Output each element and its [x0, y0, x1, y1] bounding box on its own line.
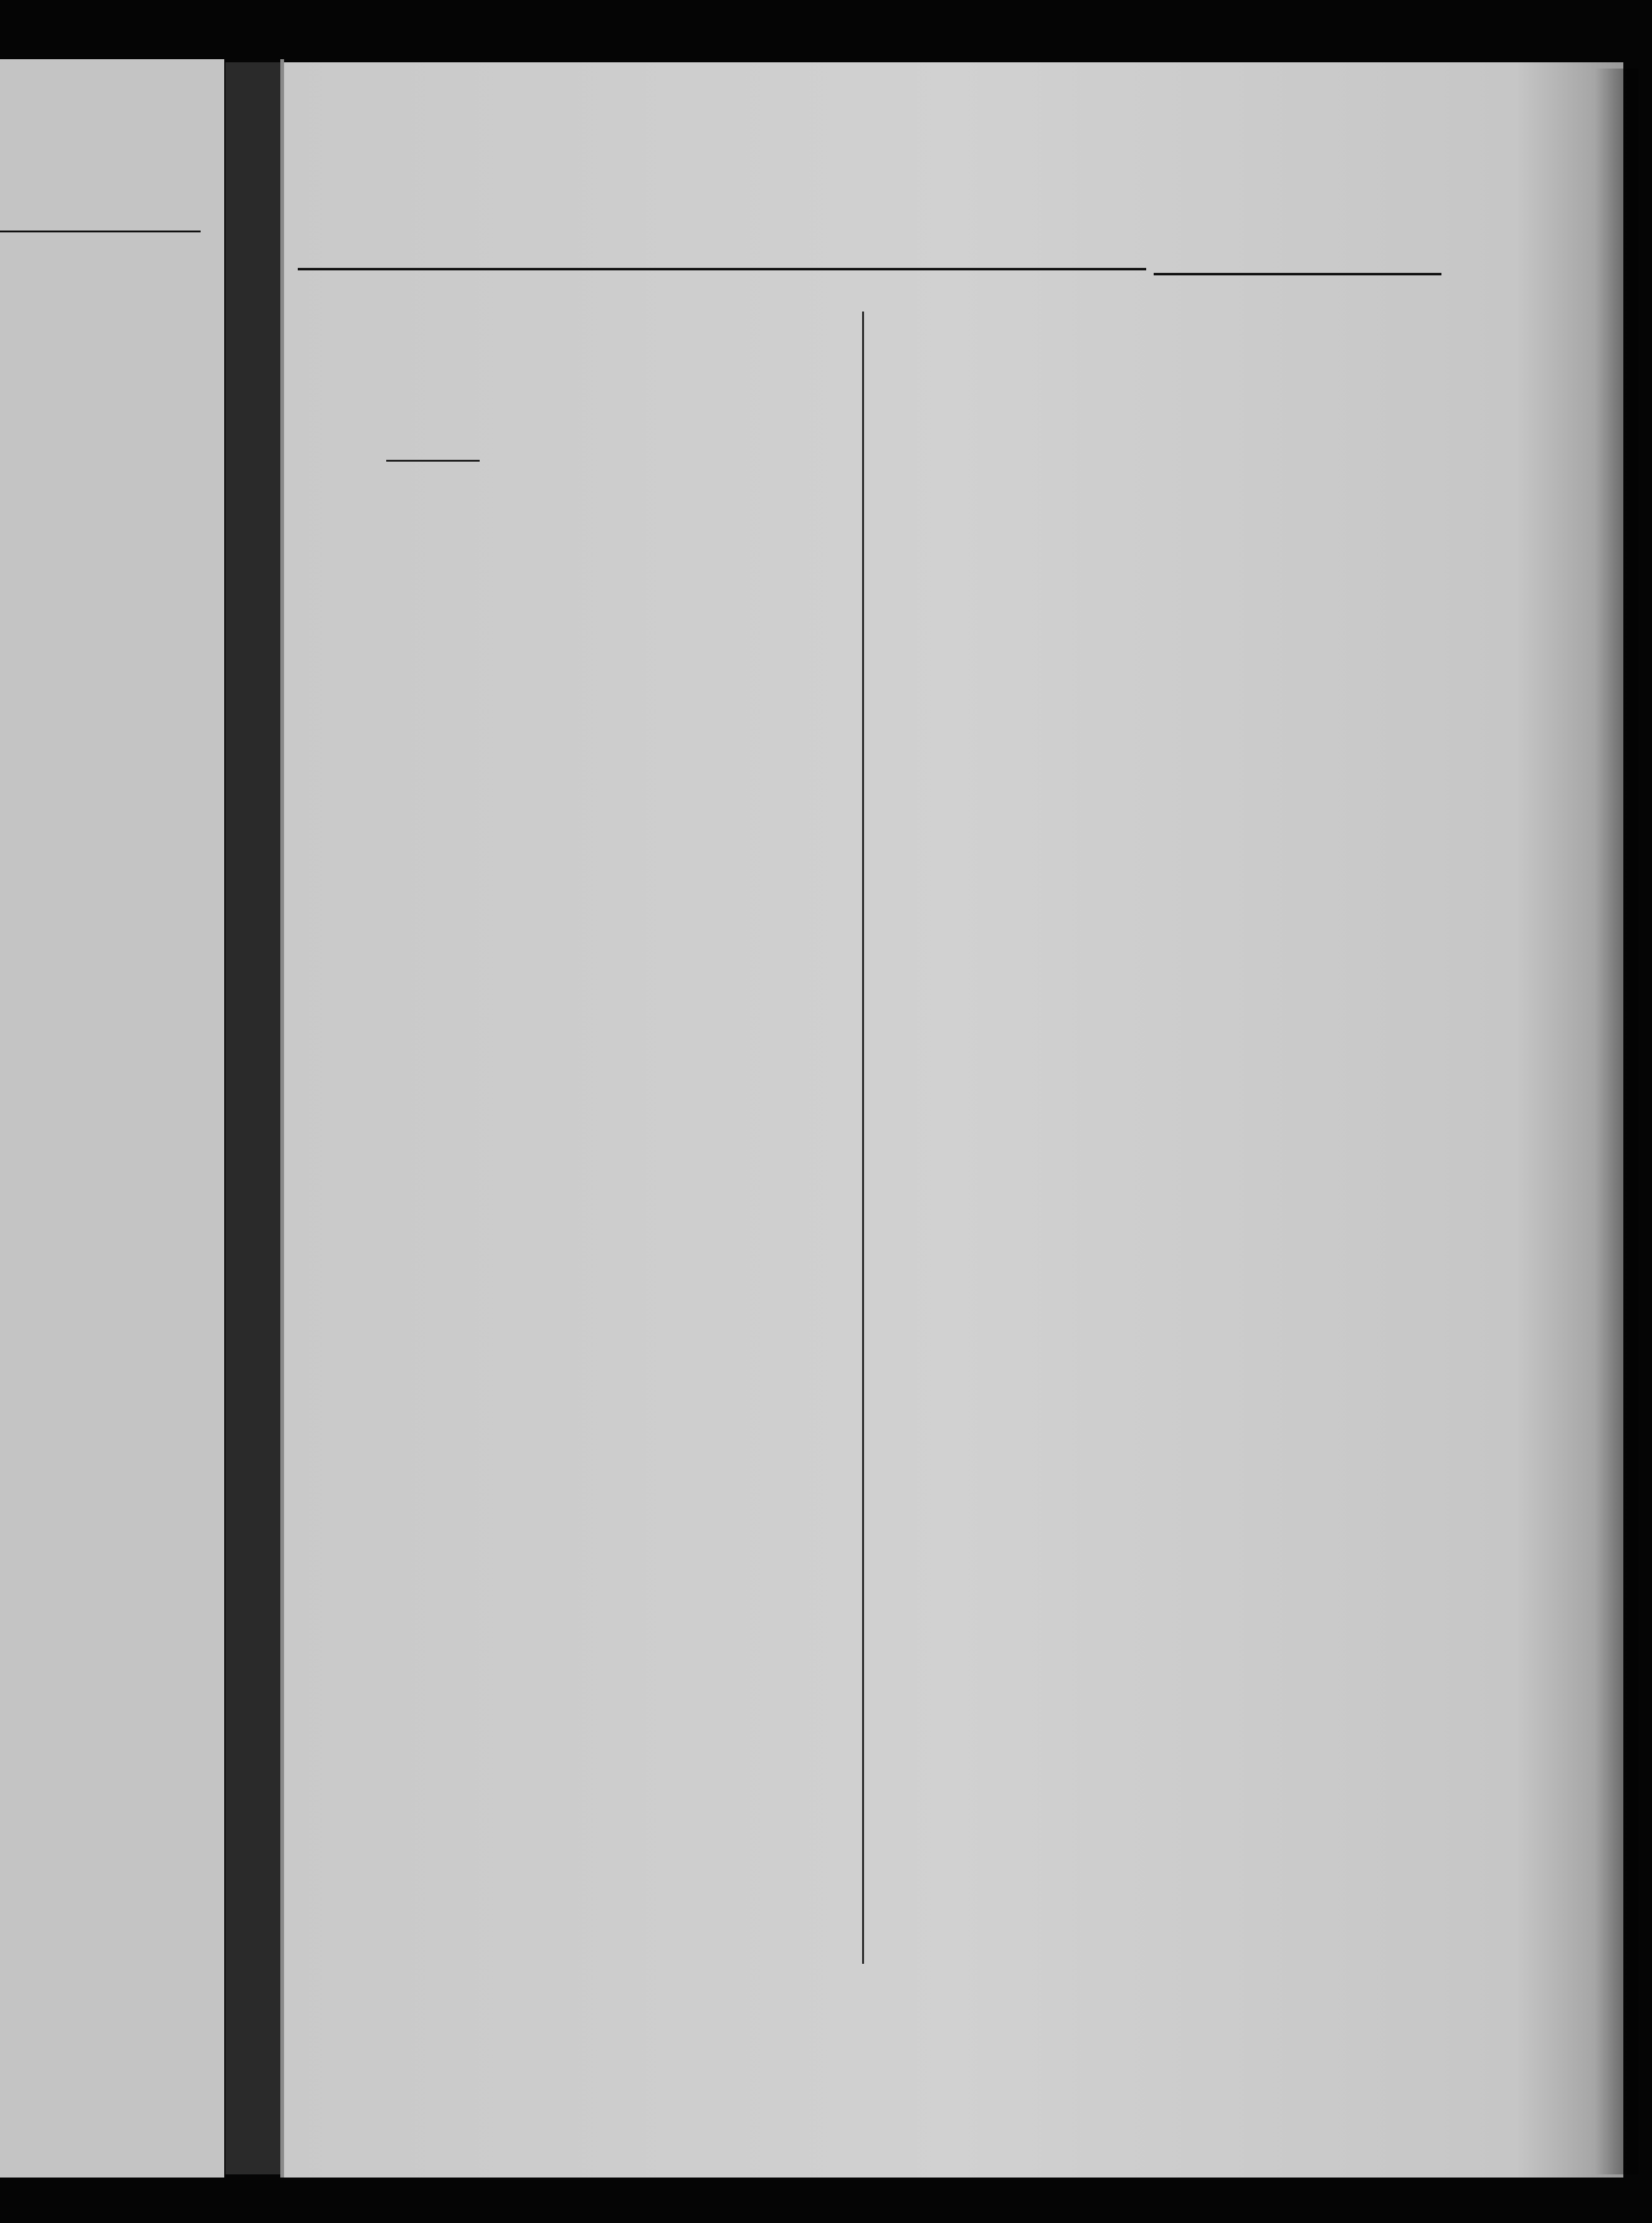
column-divider [862, 312, 864, 1964]
strikethrough-line [386, 460, 480, 462]
binding-gutter [225, 62, 280, 2174]
left-fragment-rule [0, 231, 201, 232]
previous-page-fragment [0, 59, 224, 2178]
register-page [284, 62, 1623, 2178]
page-edge-shadow [1595, 69, 1638, 2174]
title-rule-left [298, 268, 1146, 270]
title-rule-right [1154, 273, 1441, 275]
